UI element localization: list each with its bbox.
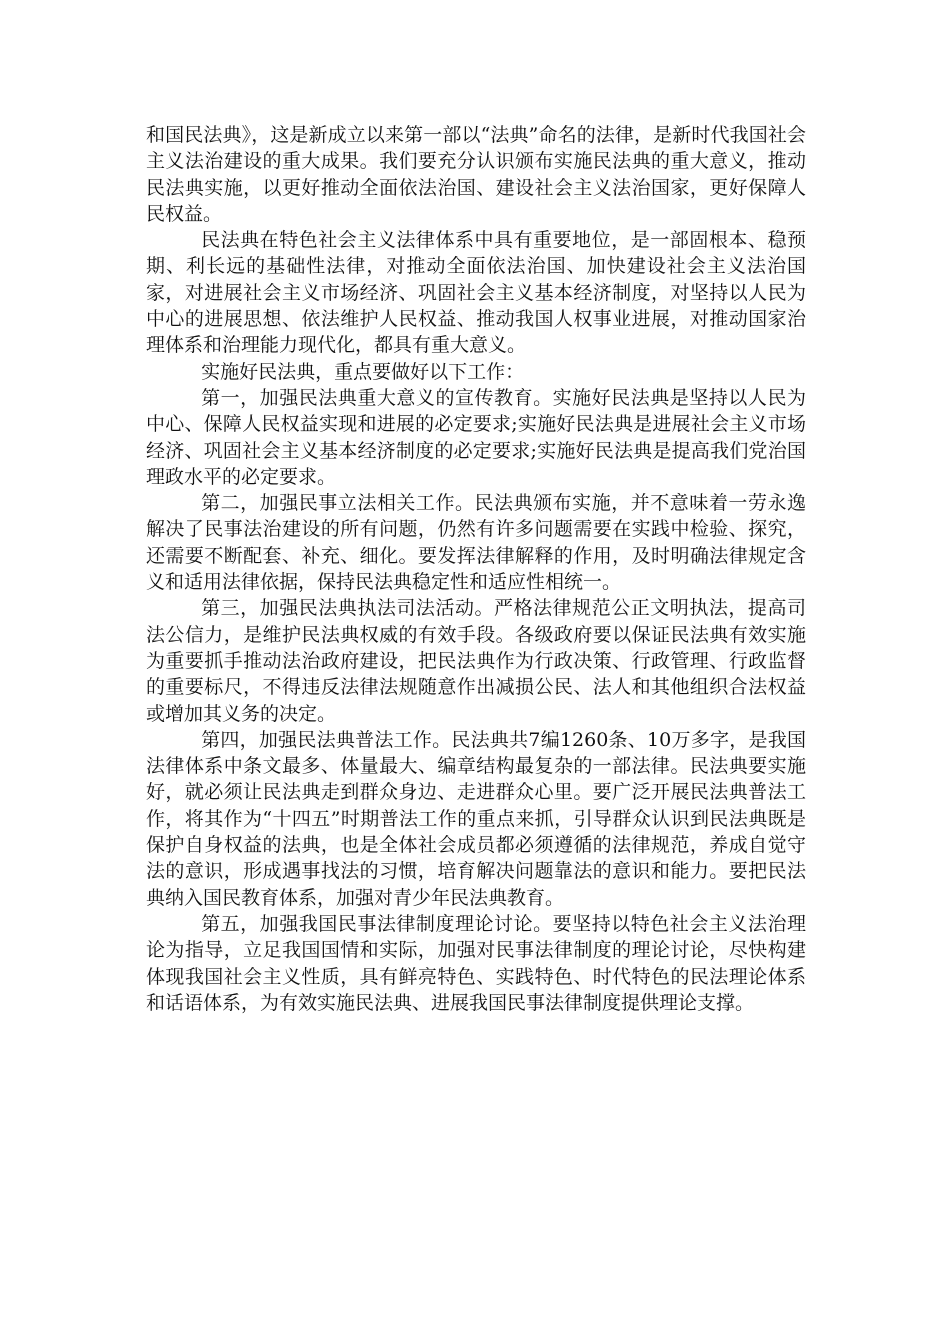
paragraph-7: 第四，加强民法典普法工作。民法典共7编1260条、10万多字，是我国法律体系中条文最多、体量最大、编章结构最复杂的一部法律。民法典要实施好，就必须让民法典走到群众身边、走进群众心里。要广泛开展民法典普法工作，将其作为“十四五”时期普法工作的重点来抓，引导群众认识到民法典既是保护自身权益的法典，也是全体社会成员都必须遵循的法律规范，养成自觉守法的意识，形成遇事找法的习惯，培育解决问题靠法的意识和能力。要把民法典纳入国民教育体系，加强对青少年民法典教育。 bbox=[146, 728, 806, 909]
paragraph-6: 第三，加强民法典执法司法活动。严格法律规范公正文明执法，提高司法公信力，是维护民法典权威的有效手段。各级政府要以保证民法典有效实施为重要抓手推动法治政府建设，把民法典作为行政决策、行政管理、行政监督的重要标尺，不得违反法律法规随意作出减损公民、法人和其他组织合法权益或增加其义务的决定。 bbox=[146, 597, 806, 725]
paragraph-1: 和国民法典》，这是新成立以来第一部以“法典”命名的法律，是新时代我国社会主义法治建设的重大成果。我们要充分认识颁布实施民法典的重大意义，推动民法典实施，以更好推动全面依法治国、建设社会主义法治国家，更好保障人民权益。 bbox=[146, 124, 806, 225]
paragraph-3: 实施好民法典，重点要做好以下工作： bbox=[201, 360, 525, 383]
paragraph-4: 第一，加强民法典重大意义的宣传教育。实施好民法典是坚持以人民为中心、保障人民权益实现和进展的必定要求;实施好民法典是进展社会主义市场经济、巩固社会主义基本经济制度的必定要求;实施好民法典是提高我们党治国理政水平的必定要求。 bbox=[146, 386, 806, 488]
paragraph-2: 民法典在特色社会主义法律体系中具有重要地位，是一部固根本、稳预期、利长远的基础性法律，对推动全面依法治国、加快建设社会主义法治国家，对进展社会主义市场经济、巩固社会主义基本经济制度，对坚持以人民为中心的进展思想、依法维护人民权益、推动我国人权事业进展，对推动国家治理体系和治理能力现代化，都具有重大意义。 bbox=[146, 229, 806, 357]
paragraph-8: 第五，加强我国民事法律制度理论讨论。要坚持以特色社会主义法治理论为指导，立足我国国情和实际，加强对民事法律制度的理论讨论，尽快构建体现我国社会主义性质，具有鲜亮特色、实践特色、时代特色的民法理论体系和话语体系，为有效实施民法典、进展我国民事法律制度提供理论支撑。 bbox=[146, 912, 806, 1014]
document-body bbox=[146, 122, 806, 1016]
paragraph-5: 第二，加强民事立法相关工作。民法典颁布实施，并不意味着一劳永逸解决了民事法治建设的所有问题，仍然有许多问题需要在实践中检验、探究，还需要不断配套、补充、细化。要发挥法律解释的作用，及时明确法律规定含义和适用法律依据，保持民法典稳定性和适应性相统一。 bbox=[146, 492, 806, 594]
